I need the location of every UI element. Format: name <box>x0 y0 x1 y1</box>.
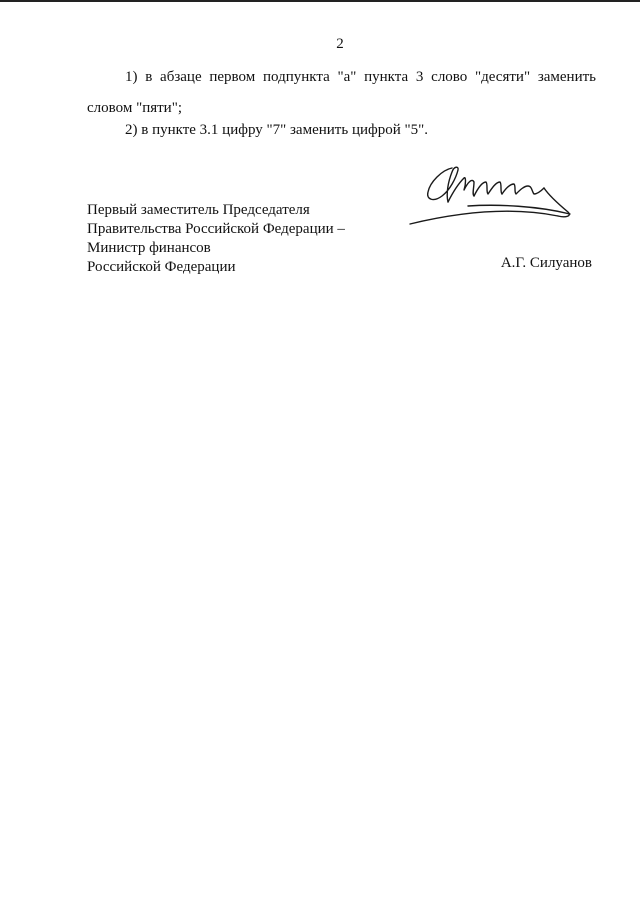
paragraph-amendment-1: 1) в абзаце первом подпункта "а" пункта 3 слово "десяти" заменить словом "пяти"; <box>87 69 596 116</box>
position-line: Российской Федерации <box>87 259 236 275</box>
page-number: 2 <box>336 36 344 52</box>
position-line: Первый заместитель Председателя <box>87 202 310 218</box>
position-line: Правительства Российской Федерации – <box>87 221 345 237</box>
handwritten-signature-icon <box>408 160 580 232</box>
position-line: Министр финансов <box>87 240 211 256</box>
signer-name: А.Г. Силуанов <box>500 255 592 271</box>
signatory-position <box>87 201 387 277</box>
paragraph-amendment-2: 2) в пункте 3.1 цифру "7" заменить цифрой "5". <box>125 122 428 138</box>
page-top-edge <box>0 0 640 2</box>
